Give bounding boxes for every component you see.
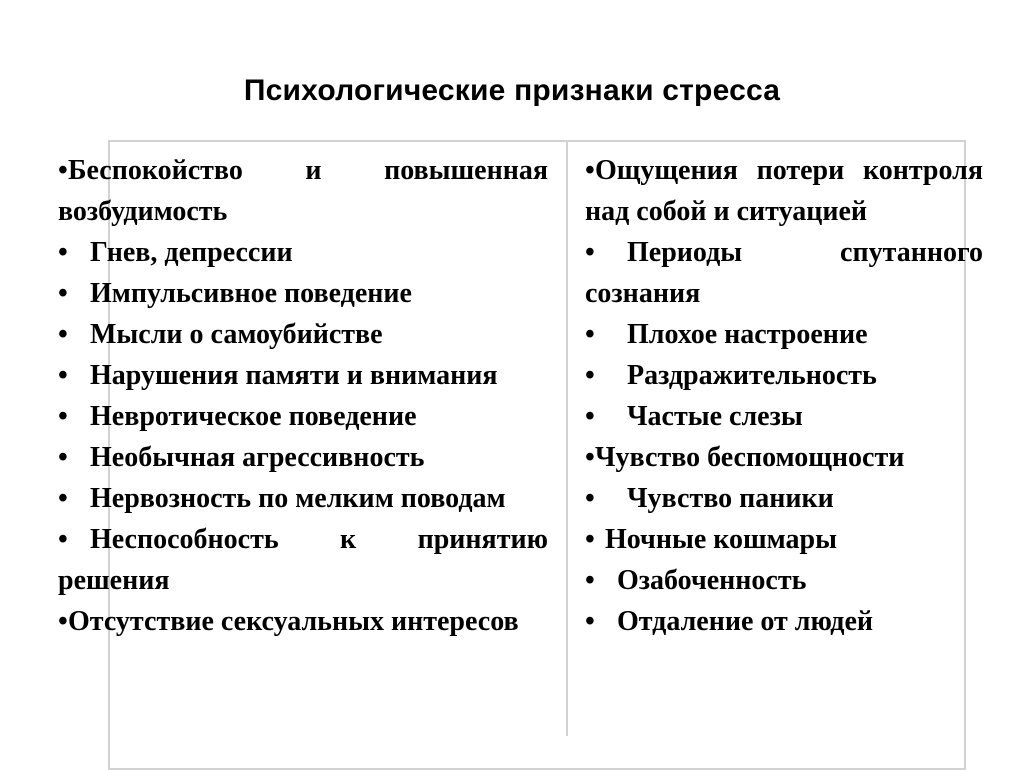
list-item bbox=[58, 478, 548, 519]
list-item bbox=[585, 355, 983, 396]
list-item-text: Неспособность к принятию решения bbox=[58, 524, 548, 596]
list-item bbox=[585, 232, 983, 314]
left-column bbox=[58, 150, 548, 642]
list-item bbox=[585, 560, 983, 601]
bullet-icon: • bbox=[58, 360, 68, 391]
bullet-icon: • bbox=[585, 155, 595, 186]
list-item bbox=[585, 519, 983, 560]
list-item-text: Чувство беспомощности bbox=[595, 442, 905, 473]
slide-title: Психологические признаки стресса bbox=[243, 74, 781, 107]
bullet-icon: • bbox=[585, 319, 595, 350]
bullet-icon: • bbox=[585, 401, 595, 432]
list-item-text: Отдаление от людей bbox=[617, 606, 874, 637]
list-item bbox=[58, 355, 548, 396]
bullet-icon: • bbox=[58, 483, 68, 514]
list-item bbox=[585, 478, 983, 519]
bullet-icon: • bbox=[58, 401, 68, 432]
list-item-text: Нарушения памяти и внимания bbox=[90, 360, 498, 391]
bullet-icon: • bbox=[58, 237, 68, 268]
list-item bbox=[58, 519, 548, 601]
list-item-text: Необычная агрессивность bbox=[90, 442, 425, 473]
bullet-icon: • bbox=[585, 565, 595, 596]
list-item-text: Импульсивное поведение bbox=[90, 278, 412, 309]
column-divider bbox=[566, 140, 568, 736]
bullet-icon: • bbox=[58, 278, 68, 309]
bullet-icon: • bbox=[585, 360, 595, 391]
list-item-text: Ночные кошмары bbox=[605, 524, 837, 555]
list-item bbox=[58, 232, 548, 273]
list-item bbox=[585, 150, 983, 232]
bullet-icon: • bbox=[585, 606, 595, 637]
bullet-icon: • bbox=[58, 606, 68, 637]
bullet-icon: • bbox=[58, 319, 68, 350]
list-item-text: Отсутствие сексуальных интересов bbox=[68, 606, 519, 637]
bullet-icon: • bbox=[58, 155, 68, 186]
list-item-text: Гнев, депрессии bbox=[90, 237, 293, 268]
bullet-icon: • bbox=[585, 237, 595, 268]
list-item-text: Нервозность по мелким поводам bbox=[90, 483, 506, 514]
list-item bbox=[58, 273, 548, 314]
list-item bbox=[58, 601, 548, 642]
list-item bbox=[585, 601, 983, 642]
list-item-text: Озабоченность bbox=[617, 565, 807, 596]
list-item-text: Мысли о самоубийстве bbox=[90, 319, 383, 350]
list-item-text: Чувство паники bbox=[627, 483, 834, 514]
list-item bbox=[58, 314, 548, 355]
bullet-icon: • bbox=[58, 442, 68, 473]
list-item bbox=[585, 396, 983, 437]
list-item bbox=[585, 314, 983, 355]
list-item-text: Периоды спутанного сознания bbox=[585, 237, 983, 309]
list-item-text: Раздражительность bbox=[627, 360, 877, 391]
list-item bbox=[58, 150, 548, 232]
list-item-text: Плохое настроение bbox=[627, 319, 868, 350]
list-item-text: Невротическое поведение bbox=[90, 401, 417, 432]
bullet-icon: • bbox=[585, 524, 595, 555]
right-column bbox=[585, 150, 983, 642]
bullet-icon: • bbox=[58, 524, 68, 555]
list-item-text: Беспокойство и повышенная возбудимость bbox=[58, 155, 548, 227]
list-item-text: Ощущения потери контроля над собой и ситуацией bbox=[585, 155, 983, 227]
list-item-text: Частые слезы bbox=[627, 401, 803, 432]
list-item bbox=[58, 437, 548, 478]
list-item bbox=[585, 437, 983, 478]
bullet-icon: • bbox=[585, 483, 595, 514]
bullet-icon: • bbox=[585, 442, 595, 473]
list-item bbox=[58, 396, 548, 437]
